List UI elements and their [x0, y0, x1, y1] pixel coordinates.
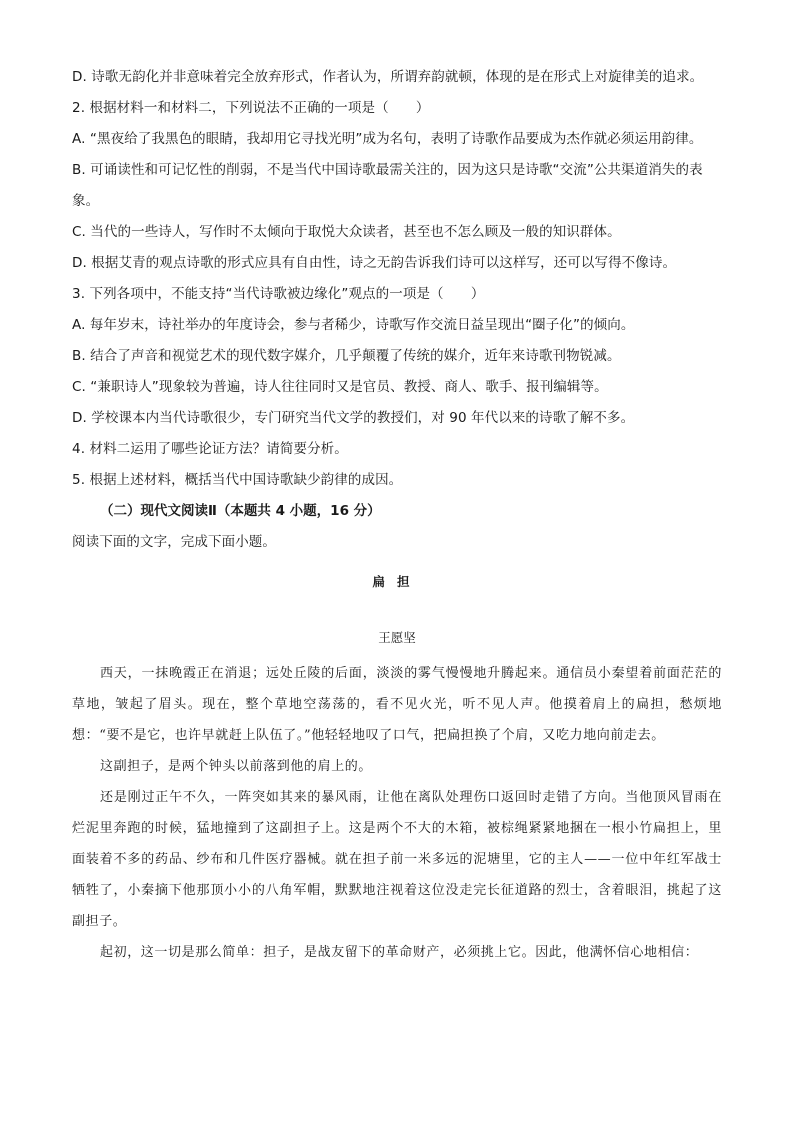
question-option: A. “黑夜给了我黑色的眼睛，我却用它寻找光明”成为名句，表明了诗歌作品要成为杰作就必须运用韵律。: [72, 131, 703, 147]
story-paragraph: 还是刚过正午不久，一阵突如其来的暴风雨，让他在离队处理伤口返回时走错了方向。当他顶风冒雨在烂泥里奔跑的时候，猛地撞到了这副担子上。这是两个不大的木箱，被棕绳紧紧地捆在一根小竹扁担上，里面装着不多的药品、纱布和几件医疗器械。就在担子前一米多远的泥塘里，它的主人——一位中年红军战士牺牲了，小秦摘下他那顶小小的八角军帽，默默地注视着这位没走完长征道路的烈士，含着眼泪，挑起了这副担子。: [72, 790, 722, 929]
question-option: D. 学校课本内当代诗歌很少，专门研究当代文学的教授们，对 90 年代以来的诗歌了解不多。: [72, 410, 635, 426]
section-title: （二）现代文阅读Ⅱ（本题共 4 小题，16 分）: [100, 503, 381, 519]
story-paragraph: 这副担子，是两个钟头以前落到他的肩上的。: [100, 759, 373, 774]
story-paragraph: 起初，这一切是那么简单：担子，是战友留下的革命财产，必须挑上它。因此，他满怀信心地相信：: [100, 945, 699, 960]
question-option: D. 根据艾青的观点诗歌的形式应具有自由性，诗之无韵告诉我们诗可以这样写，还可以写得不像诗。: [72, 255, 677, 271]
story-author: 王愿坚: [378, 630, 416, 645]
story-body: [72, 658, 722, 968]
question-option: B. 可诵读性和可记忆性的削弱，不是当代中国诗歌最需关注的，因为这只是诗歌“交流”公共渠道消失的表象。: [72, 162, 703, 209]
question-stem: 5. 根据上述材料，概括当代中国诗歌缺少韵律的成因。: [72, 472, 403, 488]
question-option: C. 当代的一些诗人，写作时不太倾向于取悦大众读者，甚至也不怎么顾及一般的知识群体。: [72, 224, 621, 240]
question-stem: 3. 下列各项中，不能支持“当代诗歌被边缘化”观点的一项是（ ）: [72, 286, 485, 302]
question-stem: 4. 材料二运用了哪些论证方法？请简要分析。: [72, 441, 348, 457]
question-option: A. 每年岁末，诗社举办的年度诗会，参与者稀少，诗歌写作交流日益呈现出“圈子化”的倾向。: [72, 317, 635, 333]
story: [72, 572, 722, 968]
question-option: C. “兼职诗人”现象较为普遍，诗人往往同时又是官员、教授、商人、歌手、报刊编辑等。: [72, 379, 608, 395]
story-title: 扁担: [372, 574, 422, 589]
question-option: B. 结合了声音和视觉艺术的现代数字媒介，几乎颠覆了传统的媒介，近年来诗歌刊物锐减。: [72, 348, 621, 364]
question-option: D. 诗歌无韵化并非意味着完全放弃形式，作者认为，所谓弃韵就顿，体现的是在形式上对旋律美的追求。: [72, 69, 704, 85]
section-instruction: 阅读下面的文字，完成下面小题。: [72, 534, 276, 550]
document-page: [72, 62, 722, 968]
question-stem: 2. 根据材料一和材料二，下列说法不正确的一项是（ ）: [72, 100, 430, 116]
story-paragraph: 西天，一抹晚霞正在消退；远处丘陵的后面，淡淡的雾气慢慢地升腾起来。通信员小秦望着前面茫茫的草地，皱起了眉头。现在，整个草地空荡荡的，看不见火光，听不见人声。他摸着肩上的扁担，愁烦地想：“要不是它，也许早就赶上队伍了。”他轻轻地叹了口气，把扁担换了个肩，又吃力地向前走去。: [72, 666, 722, 743]
question-list: [72, 62, 722, 496]
